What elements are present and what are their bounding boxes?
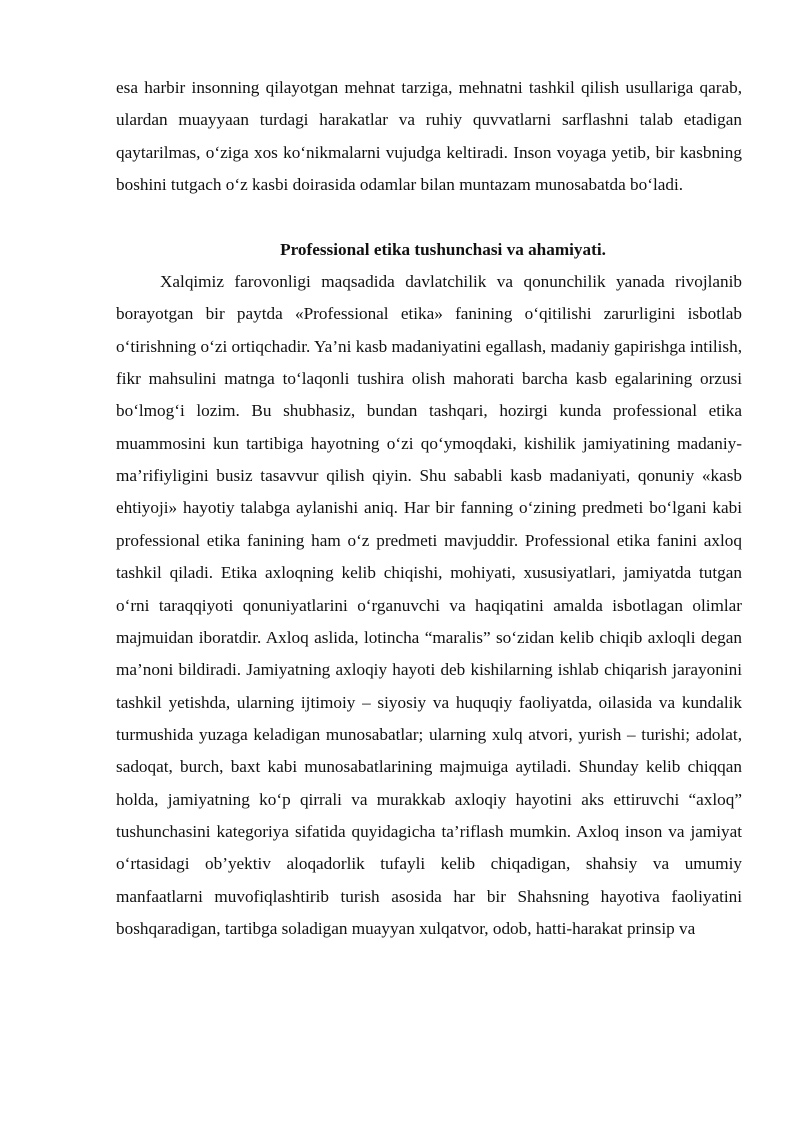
document-body	[116, 72, 742, 945]
paragraph-main: Xalqimiz farovonligi maqsadida davlatchilik va qonunchilik yanada rivojlanib borayotgan bir paytda «Professional etika» fanining o‘qitilishi zarurligini isbotlab o‘tirishning o‘zi ortiqchadir. Ya’ni kasb madaniyatini egallash, madaniy gapirishga intilish, fikr mahsulini matnga to‘laqonli tushira olish mahorati barcha kasb egalarining orzusi bo‘lmog‘i lozim. Bu shubhasiz, bundan tashqari, hozirgi kunda professional etika muammosini kun tartibiga hayotning o‘zi qo‘ymoqdaki, kishilik jamiyatining madaniy-ma’rifiyligini busiz tasavvur qilish qiyin. Shu sababli kasb madaniyati, qonuniy «kasb ehtiyoji» hayotiy talabga aylanishi aniq. Har bir fanning o‘zining predmeti bo‘lgani kabi professional etika fanining ham o‘z predmeti mavjuddir. Professional etika fanini axloq tashkil qiladi. Etika axloqning kelib chiqishi, mohiyati, xususiyatlari, jamiyatda tutgan o‘rni taraqqiyoti qonuniyatlarini o‘rganuvchi va haqiqatini amalda isbotlagan olimlar majmuidan iboratdir. Axloq aslida, lotincha “maralis” so‘zidan kelib chiqib axloqli degan ma’noni bildiradi. Jamiyatning axloqiy hayoti deb kishilarning ishlab chiqarish jarayonini tashkil yetishda, ularning ijtimoiy – siyosiy va huquqiy faoliyatda, oilasida va kundalik turmushida yuzaga keladigan munosabatlar; ularning xulq atvori, yurish – turishi; adolat, sadoqat, burch, baxt kabi munosabatlarining majmuiga aytiladi. Shunday kelib chiqqan holda, jamiyatning ko‘p qirrali va murakkab axloqiy hayotini aks ettiruvchi “axloq” tushunchasini kategoriya sifatida quyidagicha ta’riflash mumkin. Axloq inson va jamiyat o‘rtasidagi ob’yektiv aloqadorlik tufayli kelib chiqadigan, shahsiy va umumiy manfaatlarni muvofiqlashtirib turish asosida har bir Shahsning hayotiva faoliyatini boshqaradigan, tartibga soladigan muayyan xulqatvor, odob, hatti-harakat prinsip va	[116, 272, 742, 938]
section-heading: Professional etika tushunchasi va ahamiyati.	[280, 239, 606, 259]
paragraph-continuation: esa harbir insonning qilayotgan mehnat tarziga, mehnatni tashkil qilish usullariga qarab, ulardan muayyaan turdagi harakatlar va ruhiy quvvatlarni sarflashni talab etadigan qaytarilmas, o‘ziga xos ko‘nikmalarni vujudga keltiradi. Inson voyaga yetib, bir kasbning boshini tutgach o‘z kasbi doirasida odamlar bilan muntazam munosabatda bo‘ladi.	[116, 78, 742, 195]
